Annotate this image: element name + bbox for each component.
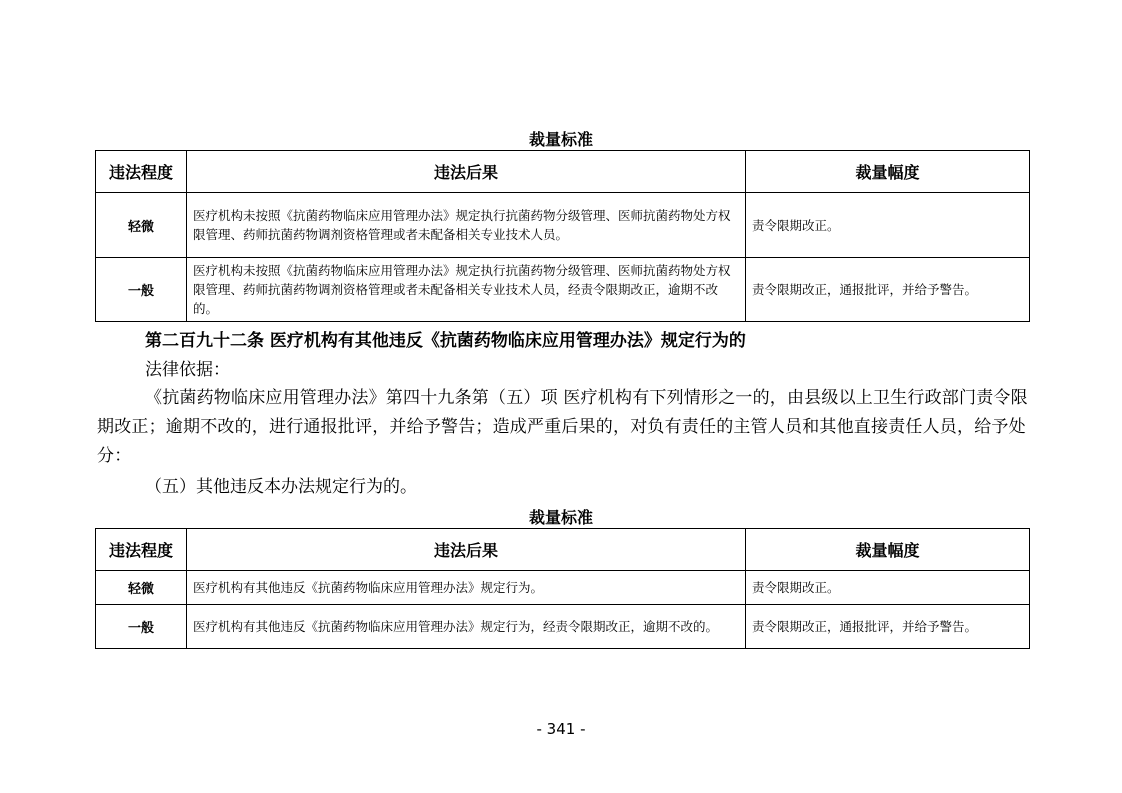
table-row <box>96 258 1030 322</box>
table-header-row <box>96 529 1030 571</box>
discretion-cell: 责令限期改正。 <box>746 571 1030 605</box>
header-degree: 违法程度 <box>96 529 187 571</box>
table-row <box>96 193 1030 258</box>
discretion-cell: 责令限期改正，通报批评，并给予警告。 <box>746 605 1030 649</box>
legal-basis-text: 《抗菌药物临床应用管理办法》第四十九条第（五）项 医疗机构有下列情形之一的，由县级以上卫生行政部门责令限期改正；逾期不改的，进行通报批评，并给予警告；造成严重后果的，对负有责任的主管人员和其他直接责任人员，给予处分： <box>97 388 1028 466</box>
header-discretion: 裁量幅度 <box>746 151 1030 193</box>
table-row <box>96 571 1030 605</box>
header-discretion: 裁量幅度 <box>746 529 1030 571</box>
degree-cell: 一般 <box>96 258 187 322</box>
consequence-cell: 医疗机构未按照《抗菌药物临床应用管理办法》规定执行抗菌药物分级管理、医师抗菌药物处方权限管理、药师抗菌药物调剂资格管理或者未配备相关专业技术人员。 <box>187 193 746 258</box>
discretion-cell: 责令限期改正。 <box>746 193 1030 258</box>
legal-basis-item: （五）其他违反本办法规定行为的。 <box>145 477 417 497</box>
table-header-row <box>96 151 1030 193</box>
degree-cell: 轻微 <box>96 571 187 605</box>
header-degree: 违法程度 <box>96 151 187 193</box>
degree-cell: 轻微 <box>96 193 187 258</box>
consequence-cell: 医疗机构有其他违反《抗菌药物临床应用管理办法》规定行为。 <box>187 571 746 605</box>
consequence-cell: 医疗机构未按照《抗菌药物临床应用管理办法》规定执行抗菌药物分级管理、医师抗菌药物处方权限管理、药师抗菌药物调剂资格管理或者未配备相关专业技术人员，经责令限期改正，逾期不改的。 <box>187 258 746 322</box>
table1-caption: 裁量标准 <box>528 130 593 149</box>
discretion-cell: 责令限期改正，通报批评，并给予警告。 <box>746 258 1030 322</box>
header-consequence: 违法后果 <box>187 529 746 571</box>
header-consequence: 违法后果 <box>187 151 746 193</box>
consequence-cell: 医疗机构有其他违反《抗菌药物临床应用管理办法》规定行为，经责令限期改正，逾期不改的。 <box>187 605 746 649</box>
discretion-table-1 <box>95 150 1030 322</box>
discretion-table-2 <box>95 528 1030 649</box>
legal-basis-label: 法律依据： <box>145 360 230 380</box>
table-row <box>96 605 1030 649</box>
table2-caption: 裁量标准 <box>528 508 593 527</box>
article-title: 第二百九十二条 医疗机构有其他违反《抗菌药物临床应用管理办法》规定行为的 <box>145 331 746 351</box>
degree-cell: 一般 <box>96 605 187 649</box>
page-number: - 341 - <box>536 720 586 738</box>
